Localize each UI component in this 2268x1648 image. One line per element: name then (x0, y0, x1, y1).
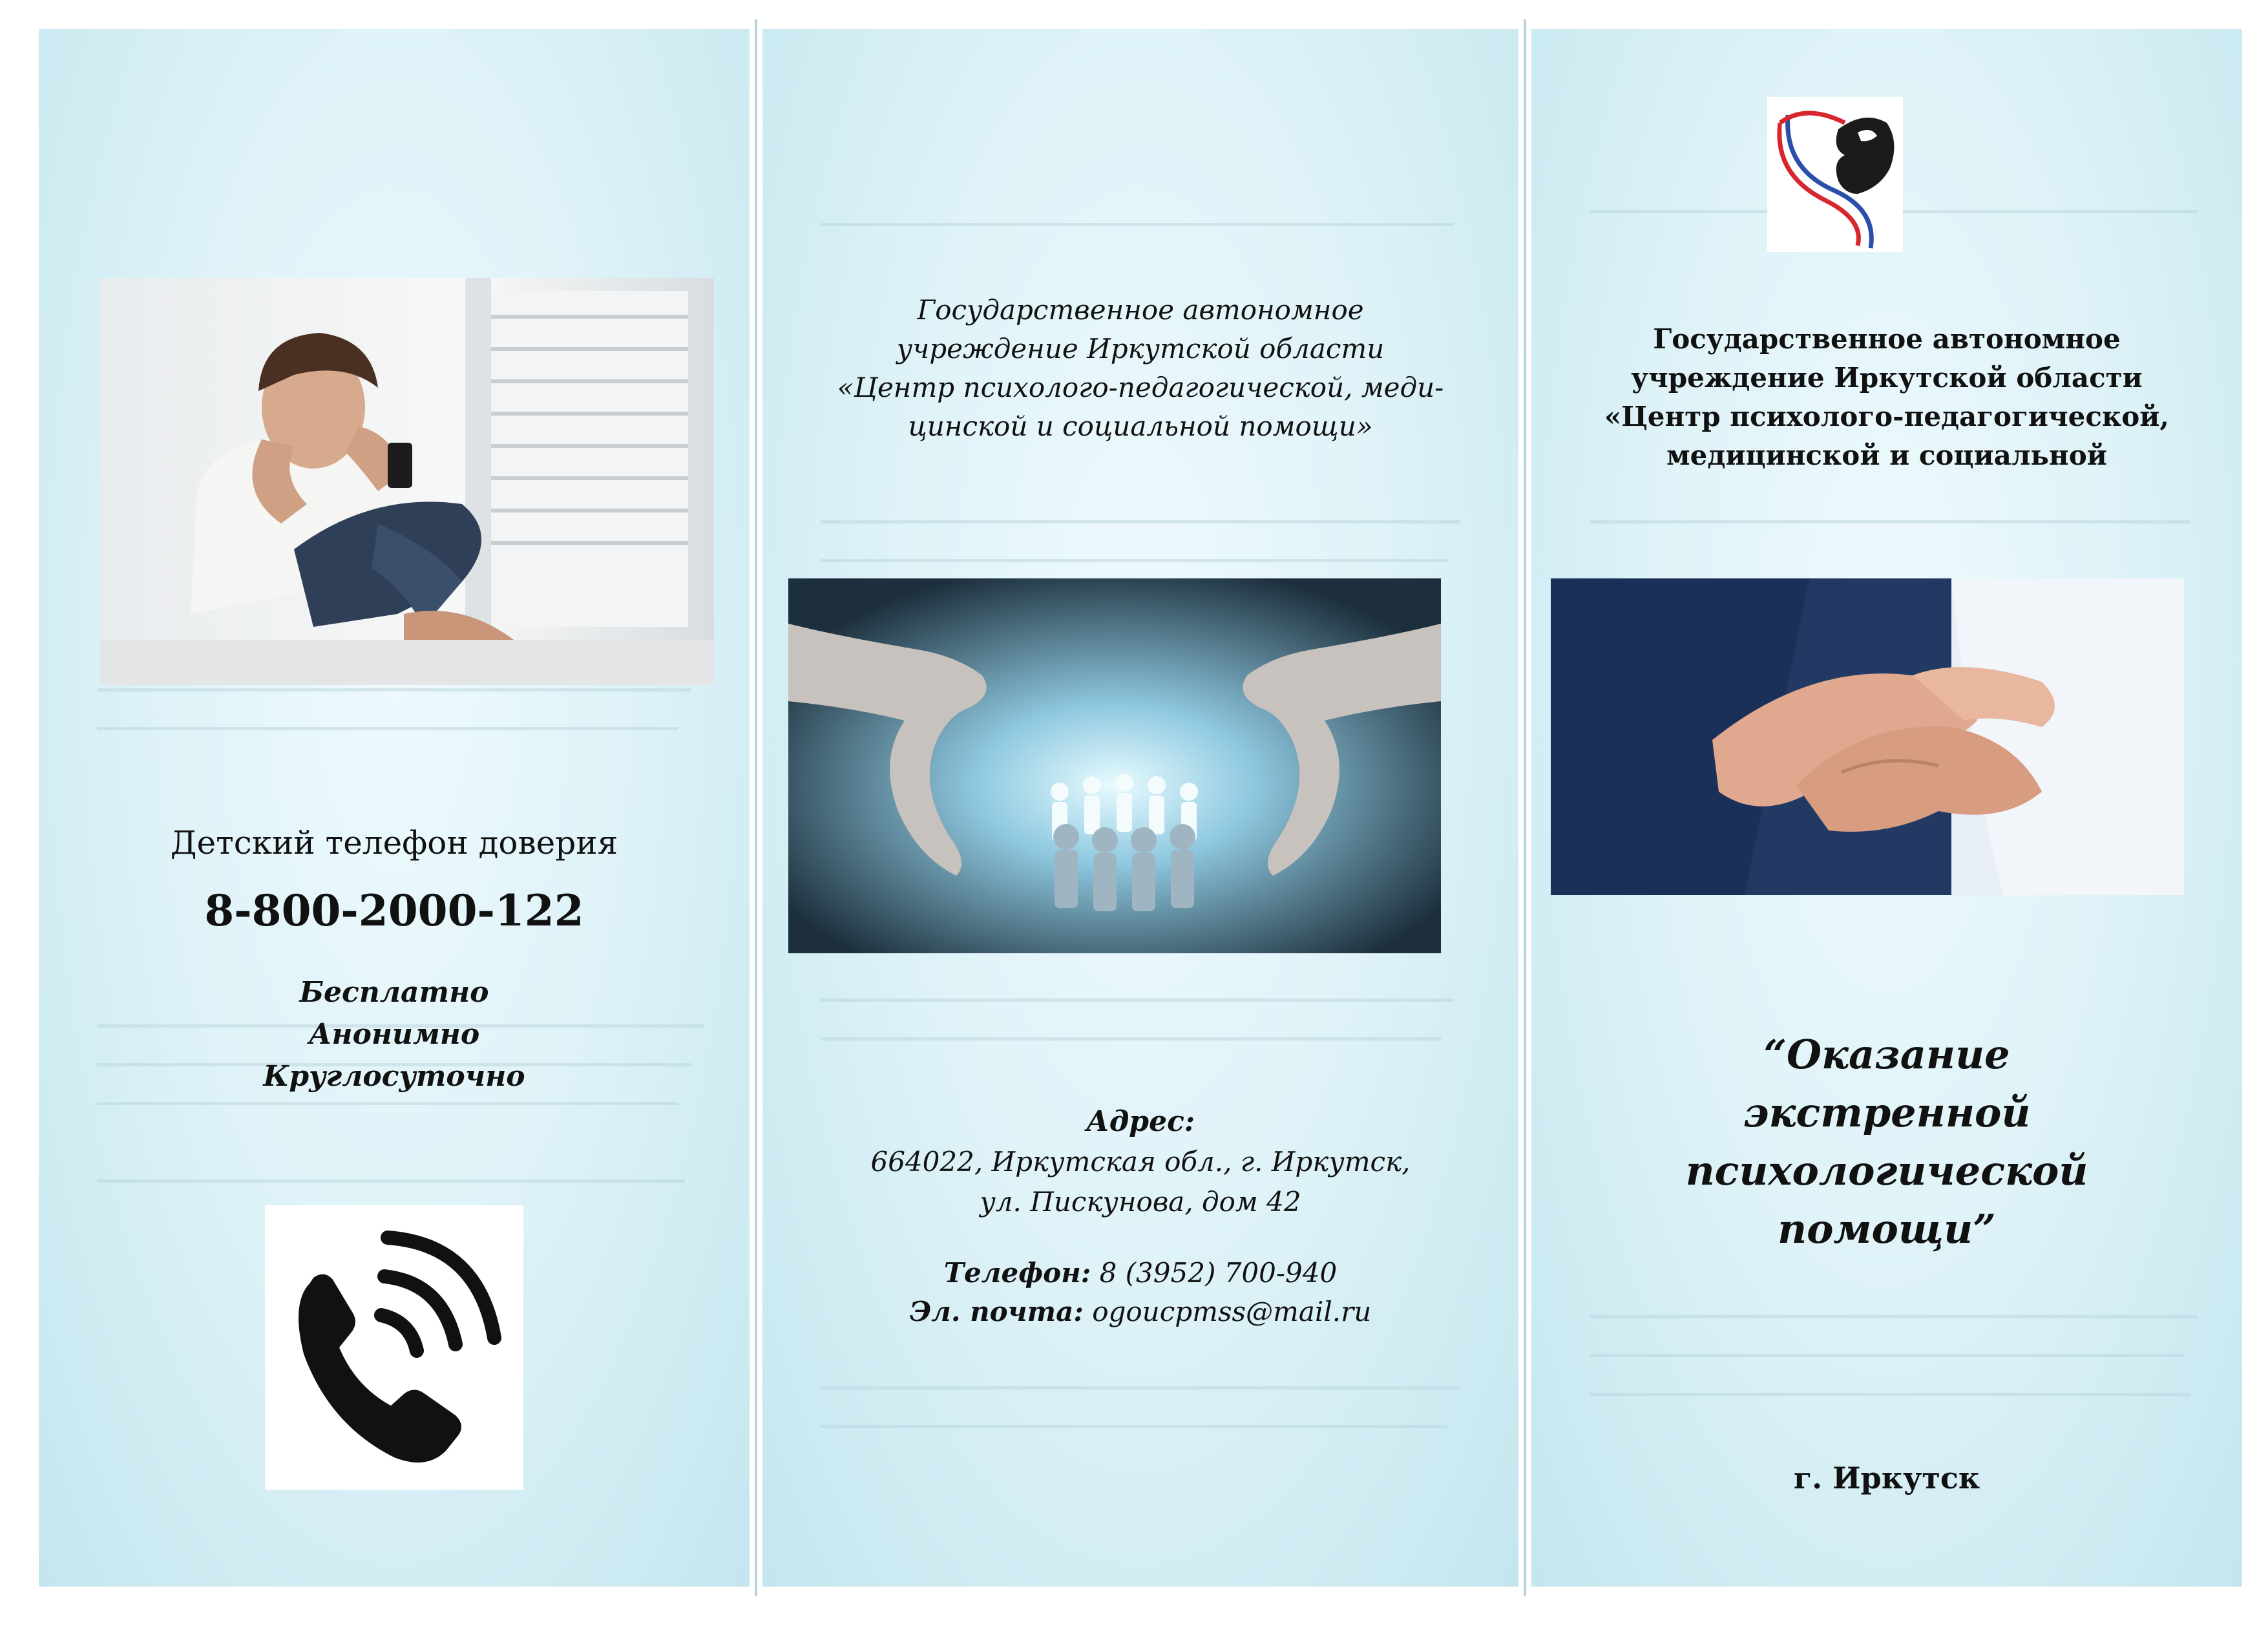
org-line-3: «Центр психолого-педагогической, (1604, 401, 2170, 432)
feature-anonymous: Анонимно (308, 1018, 480, 1051)
city-label: г. Иркутск (1793, 1461, 1980, 1495)
org-line-1: Государственное автономное (1653, 323, 2121, 355)
org-line-3: «Центр психолого-педагогической, меди- (837, 372, 1444, 403)
phone-line (762, 1257, 1518, 1289)
title-line-1: “Оказание (1763, 1031, 2010, 1078)
title-line-3: психологической (1685, 1147, 2088, 1194)
email-line (762, 1296, 1518, 1327)
teen-with-phone-photo (100, 278, 714, 685)
email-label: Эл. почта: (909, 1296, 1084, 1327)
left-panel (39, 29, 750, 1587)
org-line-4: медицинской и социальной (1666, 439, 2107, 471)
fold-line-1 (755, 19, 757, 1596)
org-line-1: Государственное автономное (917, 294, 1364, 326)
title-line-2: экстренной (1743, 1089, 2031, 1136)
hands-protecting-people-photo (788, 578, 1441, 953)
address-line-2: ул. Пискунова, дом 42 (980, 1186, 1301, 1218)
helpline-number: 8-800-2000-122 (204, 885, 584, 936)
middle-panel (762, 29, 1518, 1587)
holding-hands-photo (1551, 578, 2184, 895)
phone-ringing-icon (265, 1205, 523, 1490)
phone-value: 8 (3952) 700-940 (1099, 1257, 1338, 1289)
org-line-2: учреждение Иркутской области (896, 333, 1385, 364)
feature-free: Бесплатно (299, 976, 489, 1009)
title-line-4: помощи” (1778, 1205, 1996, 1252)
helpline-label: Детский телефон доверия (170, 824, 618, 861)
phone-label: Телефон: (943, 1257, 1091, 1289)
address-label: Адрес: (1086, 1105, 1195, 1138)
feature-round-the-clock: Круглосуточно (263, 1060, 525, 1093)
org-line-4: цинской и социальной помощи» (908, 410, 1373, 442)
fold-line-2 (1524, 19, 1526, 1596)
email-value[interactable]: ogoucpmss@mail.ru (1092, 1296, 1372, 1327)
hand-heart-logo-icon (1767, 97, 1903, 252)
org-line-2: учреждение Иркутской области (1631, 362, 2143, 394)
right-panel (1531, 29, 2242, 1587)
address-line-1: 664022, Иркутская обл., г. Иркутск, (870, 1146, 1411, 1178)
